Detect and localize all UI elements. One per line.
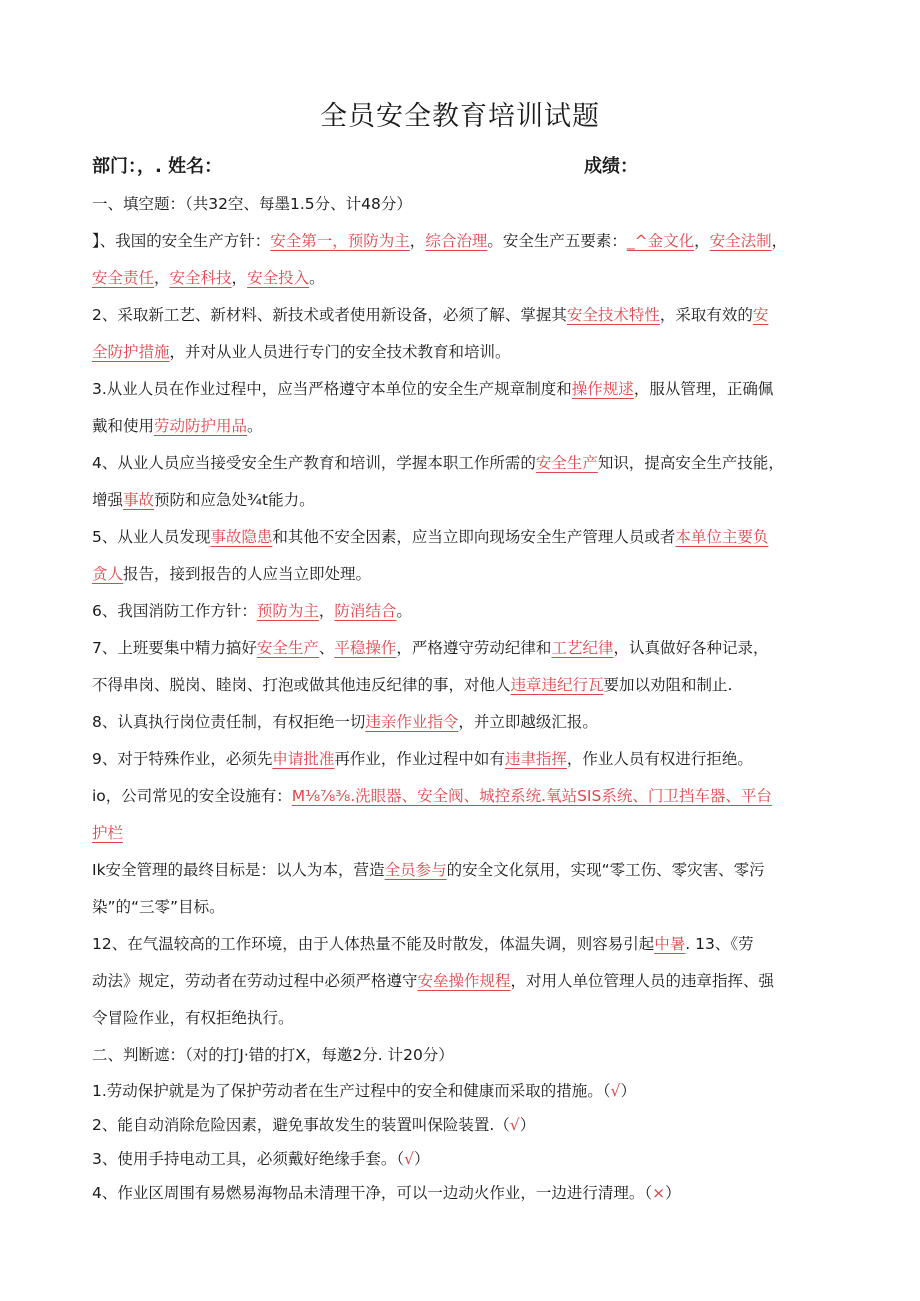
question-1-line-2: 安全责任，安全科技，安全投入。 [92, 269, 325, 287]
score-label: 成绩： [584, 156, 638, 177]
question-2-line-2: 全防护措施，并对从业人员进行专门的安全技术教育和培训。 [92, 343, 511, 361]
question-7-line-1: 7、上班要集中精力搞好安全生产、平稳操作，严格遵守劳动纪律和工艺纪律，认真做好各种记录， [92, 639, 769, 657]
answer-blank: 安全生产 [256, 639, 319, 657]
answer-blank: 预防为主 [347, 232, 410, 250]
check-mark: √ [509, 1116, 520, 1134]
question-2-line-1: 2、采取新工艺、新材料、新技术或者使用新设备，必须了解、掌握其安全技术特性，采取有效的安 [92, 306, 769, 324]
answer-blank: 工艺纪律 [551, 639, 614, 657]
dept-name-label: 部门：，. 姓名： [92, 156, 223, 177]
answer-blank: 中暑 [654, 935, 686, 953]
question-5-line-2: 贪人报告，接到报告的人应当立即处理。 [92, 565, 372, 583]
answer-blank: 综合治理 [425, 232, 488, 250]
answer-blank: 违章违纪行瓦 [510, 676, 604, 694]
answer-blank: 安全法制 [709, 232, 772, 250]
judge-item-4: 4、作业区周围有易燃易海物品未清理干净，可以一边动火作业，一边进行清理。（×） [92, 1184, 681, 1202]
answer-blank: 本单位主要负 [675, 528, 769, 546]
answer-blank: 全防护措施 [92, 343, 170, 361]
answer-blank: 安 [752, 306, 769, 324]
question-4-line-2: 增强事故预防和应急处¾t能力。 [92, 491, 315, 509]
question-12-line-1: 12、在气温较高的工作环境，由于人体热量不能及时散发，体温失调，则容易引起中暑. 13、《劳 [92, 935, 754, 953]
question-5-line-1: 5、从业人员发现事故隐患和其他不安全因素，应当立即向现场安全生产管理人员或者本单位主要负 [92, 528, 769, 546]
answer-blank: 护栏 [92, 824, 124, 842]
question-4-line-1: 4、从业人员应当接受安全生产教育和培训，学握本职工作所需的安全生产知识，提高安全生产技能， [92, 454, 784, 472]
cross-mark: × [652, 1184, 666, 1202]
question-10-line-2 [92, 815, 832, 852]
answer-blank: 平稳操作 [334, 639, 397, 657]
question-1-line-1: 】、我国的安全生产方针：安全第一，预防为主，综合治理。安全生产五要素：_^金文化，安全法制， [92, 232, 788, 250]
exam-content [92, 186, 832, 1210]
question-6: 6、我国消防工作方针：预防为主，防消结合。 [92, 602, 412, 620]
answer-blank: 安全科技 [169, 269, 232, 287]
answer-blank: _^金文化 [626, 232, 695, 250]
question-3-line-2: 戴和使用劳动防护用品。 [92, 417, 263, 435]
answer-blank: 违亲作业指令 [365, 713, 459, 731]
question-3-line-1: 3.从业人员在作业过程中，应当严格遵守本单位的安全生产规章制度和操作规逑，服从管理，正确佩 [92, 380, 774, 398]
question-11-line-2: 染”的“三零”目标。 [92, 898, 225, 916]
question-7-line-2: 不得串岗、脱岗、睦岗、打泡或做其他违反纪律的事，对他人违章违纪行瓦要加以劝阻和制止. [92, 676, 733, 694]
answer-blank: 安全生产 [535, 454, 598, 472]
section-title: 一、填空题：（共32空、每墨1.5分、计48分） [92, 195, 412, 213]
answer-blank: 操作规逑 [571, 380, 634, 398]
answer-blank: 全员参与 [384, 861, 447, 879]
question-8: 8、认真执行岗位责任制，有权拒绝一切违亲作业指令，并立即越级汇报。 [92, 713, 598, 731]
answer-blank: 安垒操作规程 [417, 972, 511, 990]
answer-blank: 事故 [123, 491, 155, 509]
check-mark: √ [404, 1150, 415, 1168]
answer-blank: 预防为主 [256, 602, 319, 620]
answer-blank: 申请批准 [272, 750, 335, 768]
answer-blank: 安全责任 [92, 269, 155, 287]
answer-blank: M⅛⅞⅜.洗眼器、安全阀、城控系统.氧站SIS系统、门卫挡车器、平台 [291, 787, 772, 805]
answer-blank: 违聿指挥 [504, 750, 567, 768]
section-title: 二、判断遮：（对的打J·错的打X，每邀2分. 计20分） [92, 1046, 454, 1064]
answer-blank: 事故隐患 [210, 528, 273, 546]
question-12-line-3: 令冒险作业，有权拒绝执行。 [92, 1009, 294, 1027]
answer-blank: 劳动防护用品 [154, 417, 248, 435]
page-title: 全员安全教育培训试题 [320, 101, 600, 132]
judge-item-3: 3、使用手持电动工具，必须戴好绝缘手套。（√） [92, 1150, 430, 1168]
answer-blank: 防消结合 [334, 602, 397, 620]
answer-blank: 安全投入 [247, 269, 310, 287]
question-12-line-2: 动法》规定，劳动者在劳动过程中必须严格遵守安垒操作规程，对用人单位管理人员的违章指挥、强 [92, 972, 775, 990]
question-9: 9、对于特殊作业，必须先申请批准再作业，作业过程中如有违聿指挥，作业人员有权进行拒绝。 [92, 750, 753, 768]
question-11-line-1: Ik安全管理的最终目标是：以人为本，营造全员参与的安全文化氛用，实现“零工伤、零灾害、零污 [92, 861, 765, 879]
answer-blank: 安全第一， [270, 232, 348, 250]
answer-blank: 贪人 [92, 565, 124, 583]
question-10-line-1: io，公司常见的安全设施有：M⅛⅞⅜.洗眼器、安全阀、城控系统.氧站SIS系统、门卫挡车器、平台 [92, 787, 772, 805]
check-mark: √ [610, 1082, 621, 1100]
judge-item-2: 2、能自动消除危险因素，避免事故发生的装置叫保险装置.（√） [92, 1116, 536, 1134]
answer-blank: 安全技术特性 [566, 306, 660, 324]
judge-item-1: 1.劳动保护就是为了保护劳动者在生产过程中的安全和健康而采取的措施。（√） [92, 1082, 636, 1100]
header-fields [92, 152, 832, 178]
